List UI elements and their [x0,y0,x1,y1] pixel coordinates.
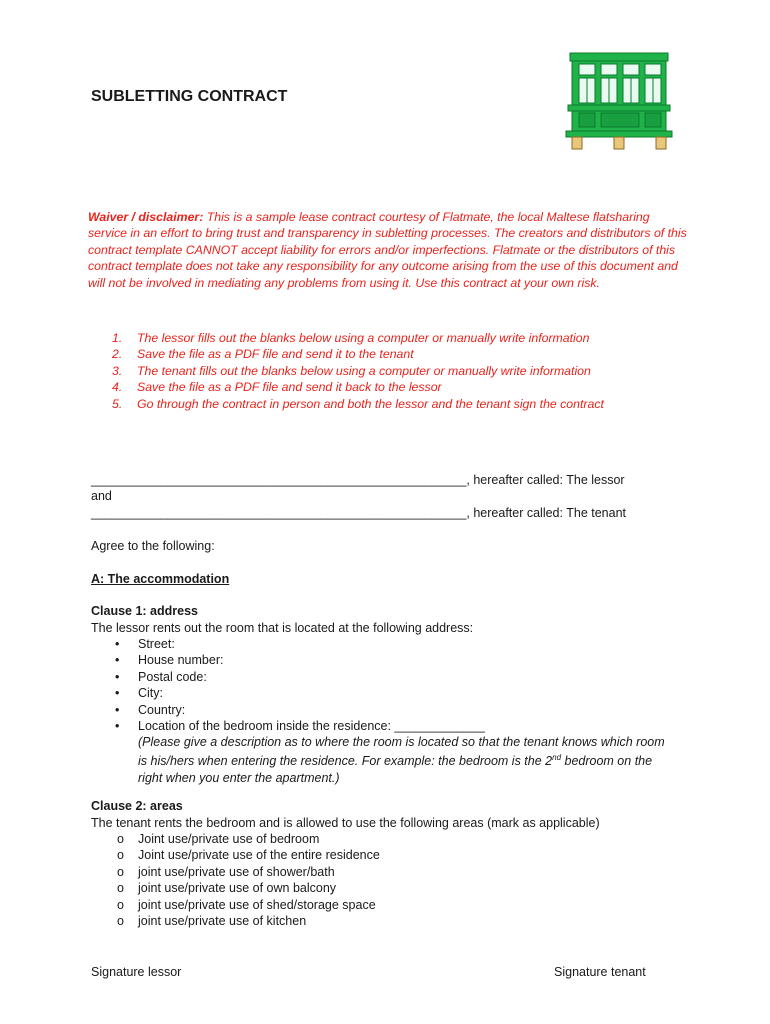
signature-lessor[interactable]: Signature lessor [91,965,182,979]
area-options [91,831,691,929]
clause-1-intro: The lessor rents out the room that is located at the following address: [91,621,474,635]
disclaimer-text: This is a sample lease contract courtesy of Flatmate, the local Maltese flatsharing service in an effort to bring trust and transparency in subletting processes. The creators and distributors of this contract template CANNOT accept liability for errors and/or imperfections. Flatmate or the distributors of this contract template does not take any responsibility for any outcome arising from the use of this document and will not be involved in mediating any problems from using it. Use this contract at your own risk. [88,210,687,290]
address-field-country[interactable]: • Country: [115,702,186,717]
section-a-heading: A: The accommodation [91,572,230,586]
address-field-postal-code[interactable]: • Postal code: [115,669,207,684]
tenant-name-line[interactable]: ______________________________________________________, hereafter called: The tenant [91,506,626,520]
address-field-city[interactable]: • City: [115,686,163,701]
list-item: 1. The lessor fills out the blanks below using a computer or manually write information [112,331,590,345]
bedroom-location-note: (Please give a description as to where the room is located so that the tenant knows which room is his/hers when entering the residence. For example: the bedroom is the 2nd bedroom on the right when you enter the apartment.) [138,735,665,785]
area-option-shower-bath[interactable]: o joint use/private use of shower/bath [117,864,335,879]
address-field-house-number[interactable]: • House number: [115,653,224,668]
address-field-street[interactable]: • Street: [115,637,175,651]
disclaimer-label: Waiver / disclaimer: [88,210,204,224]
and-text: and [91,489,112,503]
address-fields [91,636,691,734]
disclaimer [88,209,688,291]
address-field-bedroom-location[interactable]: • Location of the bedroom inside the residence: _____________ [115,719,485,734]
clause-2-intro: The tenant rents the bedroom and is allowed to use the following areas (mark as applicable) [91,816,600,830]
balcony-icon [562,50,676,154]
signature-tenant[interactable]: Signature tenant [554,965,646,979]
list-item: 2. Save the file as a PDF file and send it to the tenant [112,347,414,362]
list-item: 5. Go through the contract in person and both the lessor and the tenant sign the contract [112,396,604,411]
clause-1-title: Clause 1: address [91,604,198,618]
area-option-entire-residence[interactable]: o Joint use/private use of the entire residence [117,848,380,863]
list-item: 4. Save the file as a PDF file and send it back to the lessor [112,380,442,395]
area-option-balcony[interactable]: o joint use/private use of own balcony [117,881,337,896]
agree-text: Agree to the following: [91,539,215,553]
clause-2-title: Clause 2: areas [91,799,183,813]
document-title: SUBLETTING CONTRACT [91,88,288,105]
instruction-steps [110,330,670,412]
area-option-shed-storage[interactable]: o joint use/private use of shed/storage space [117,897,376,912]
lessor-name-line[interactable]: ______________________________________________________, hereafter called: The lessor [91,473,625,487]
area-option-kitchen[interactable]: o joint use/private use of kitchen [117,914,307,929]
list-item: 3. The tenant fills out the blanks below using a computer or manually write information [112,363,591,378]
area-option-bedroom[interactable]: o Joint use/private use of bedroom [117,832,320,846]
